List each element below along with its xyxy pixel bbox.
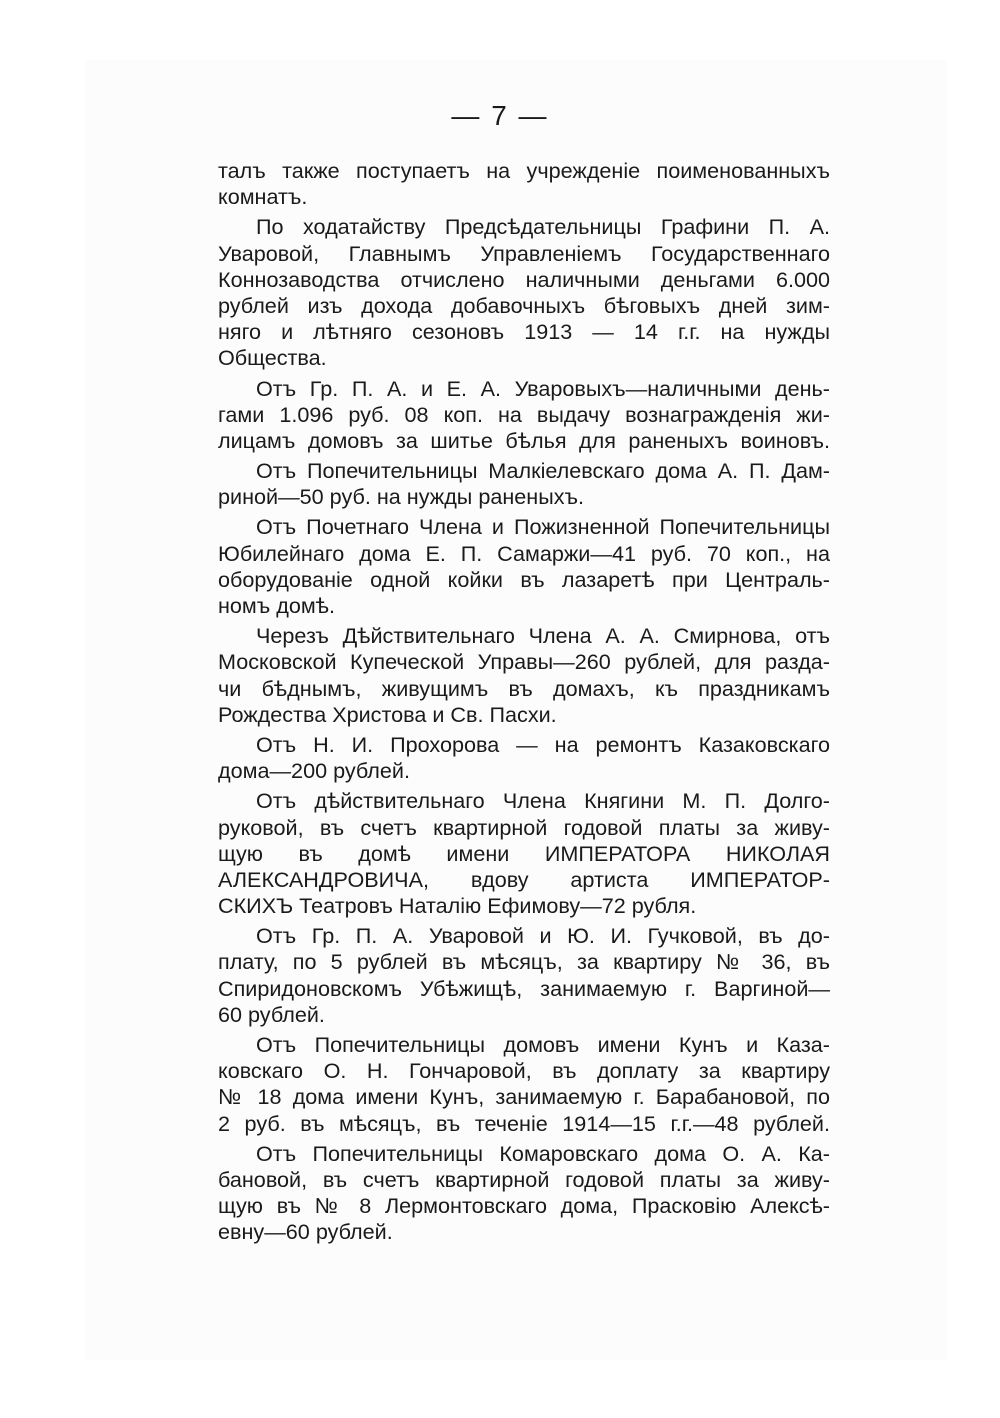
text-line: Рождества Христова и Св. Пасхи.	[218, 701, 557, 727]
text-line: плату, по 5 рублей въ мѣсяцъ, за квартиру № 36, въ	[218, 949, 830, 975]
paragraph	[218, 514, 830, 619]
text-line: Спиридоновскомъ Убѣжищѣ, занимаемую г. Варгиной—	[218, 975, 830, 1001]
text-line: № 18 дома имени Кунъ, занимаемую г. Барабановой, по	[218, 1084, 830, 1110]
paragraph	[218, 458, 830, 510]
text-line: чи бѣднымъ, живущимъ въ домахъ, къ праздникамъ	[218, 675, 830, 701]
text-line: 60 рублей.	[218, 1001, 325, 1027]
text-line: Отъ Попечительницы Малкіелевскаго дома А. П. Дам-	[256, 458, 830, 484]
text-line: По ходатайству Предсѣдательницы Графини П. А.	[256, 214, 830, 240]
text-line: щую въ № 8 Лермонтовскаго дома, Прасковію Алексѣ-	[218, 1193, 830, 1219]
body-text	[218, 158, 830, 1246]
text-line: Отъ Попечительницы домовъ имени Кунъ и Каза-	[256, 1032, 830, 1057]
text-line: руковой, въ счетъ квартирной годовой платы за живу-	[218, 814, 830, 840]
text-line: риной—50 руб. на нужды раненыхъ.	[218, 484, 585, 510]
text-line: оборудованіе одной койки въ лазаретѣ при Централь-	[218, 566, 830, 592]
page-number: — 7 —	[451, 100, 549, 131]
paragraph	[218, 732, 830, 784]
text-line: талъ также поступаетъ на учрежденіе поименованныхъ	[218, 158, 830, 183]
paragraph	[218, 1032, 830, 1137]
text-line: бановой, въ счетъ квартирной годовой платы за живу-	[218, 1166, 830, 1192]
text-line: Отъ Попечительницы Комаровскаго дома О. А. Ка-	[256, 1140, 830, 1166]
paragraph	[218, 623, 830, 728]
text-line: Отъ Почетнаго Члена и Пожизненной Попечительницы	[256, 514, 830, 540]
text-line: Черезъ Дѣйствительнаго Члена А. А. Смирнова, отъ	[256, 623, 830, 649]
text-line: няго и лѣтняго сезоновъ 1913 — 14 г.г. на нужды	[218, 319, 830, 345]
text-line: Юбилейнаго дома Е. П. Самаржи—41 руб. 70 коп., на	[218, 540, 830, 566]
text-line: комнатъ.	[218, 184, 308, 210]
text-line: Московской Купеческой Управы—260 рублей, для разда-	[218, 649, 830, 675]
text-line: Отъ Н. И. Прохорова — на ремонтъ Казаковскаго	[256, 731, 830, 757]
text-line: щую въ домѣ имени ИМПЕРАТОРА НИКОЛАЯ	[218, 840, 830, 866]
paragraph	[218, 923, 830, 1028]
text-line: СКИХЪ Театровъ Наталію Ефимову—72 рубля.	[218, 893, 697, 919]
text-line: Отъ Гр. П. А. Уваровой и Ю. И. Гучковой, въ до-	[256, 923, 830, 949]
text-line: ковскаго О. Н. Гончаровой, въ доплату за квартиру	[218, 1058, 830, 1084]
text-line: Общества.	[218, 345, 327, 371]
text-line: евну—60 рублей.	[218, 1219, 393, 1245]
text-line: лицамъ домовъ за шитье бѣлья для раненыхъ воиновъ.	[218, 427, 830, 453]
paragraph	[218, 376, 830, 455]
text-line: рублей изъ дохода добавочныхъ бѣговыхъ дней зим-	[218, 292, 830, 318]
paragraph	[218, 788, 830, 919]
text-line: номъ домѣ.	[218, 593, 335, 618]
text-line: Коннозаводства отчислено наличными деньгами 6.000	[218, 266, 830, 292]
paragraph	[218, 158, 830, 210]
text-line: АЛЕКСАНДРОВИЧА, вдову артиста ИМПЕРАТОР-	[218, 866, 830, 892]
text-line: 2 руб. въ мѣсяцъ, въ теченіе 1914—15 г.г.—48 рублей.	[218, 1110, 830, 1136]
text-line: дома—200 рублей.	[218, 758, 410, 784]
text-line: Отъ дѣйствительнаго Члена Княгини М. П. Долго-	[256, 788, 830, 814]
text-line: Уваровой, Главнымъ Управленіемъ Государственнаго	[218, 240, 830, 266]
paragraph	[218, 1141, 830, 1246]
text-line: Отъ Гр. П. А. и Е. А. Уваровыхъ—наличными день-	[256, 375, 830, 401]
paragraph	[218, 214, 830, 371]
text-line: гами 1.096 руб. 08 коп. на выдачу вознагражденія жи-	[218, 401, 830, 427]
